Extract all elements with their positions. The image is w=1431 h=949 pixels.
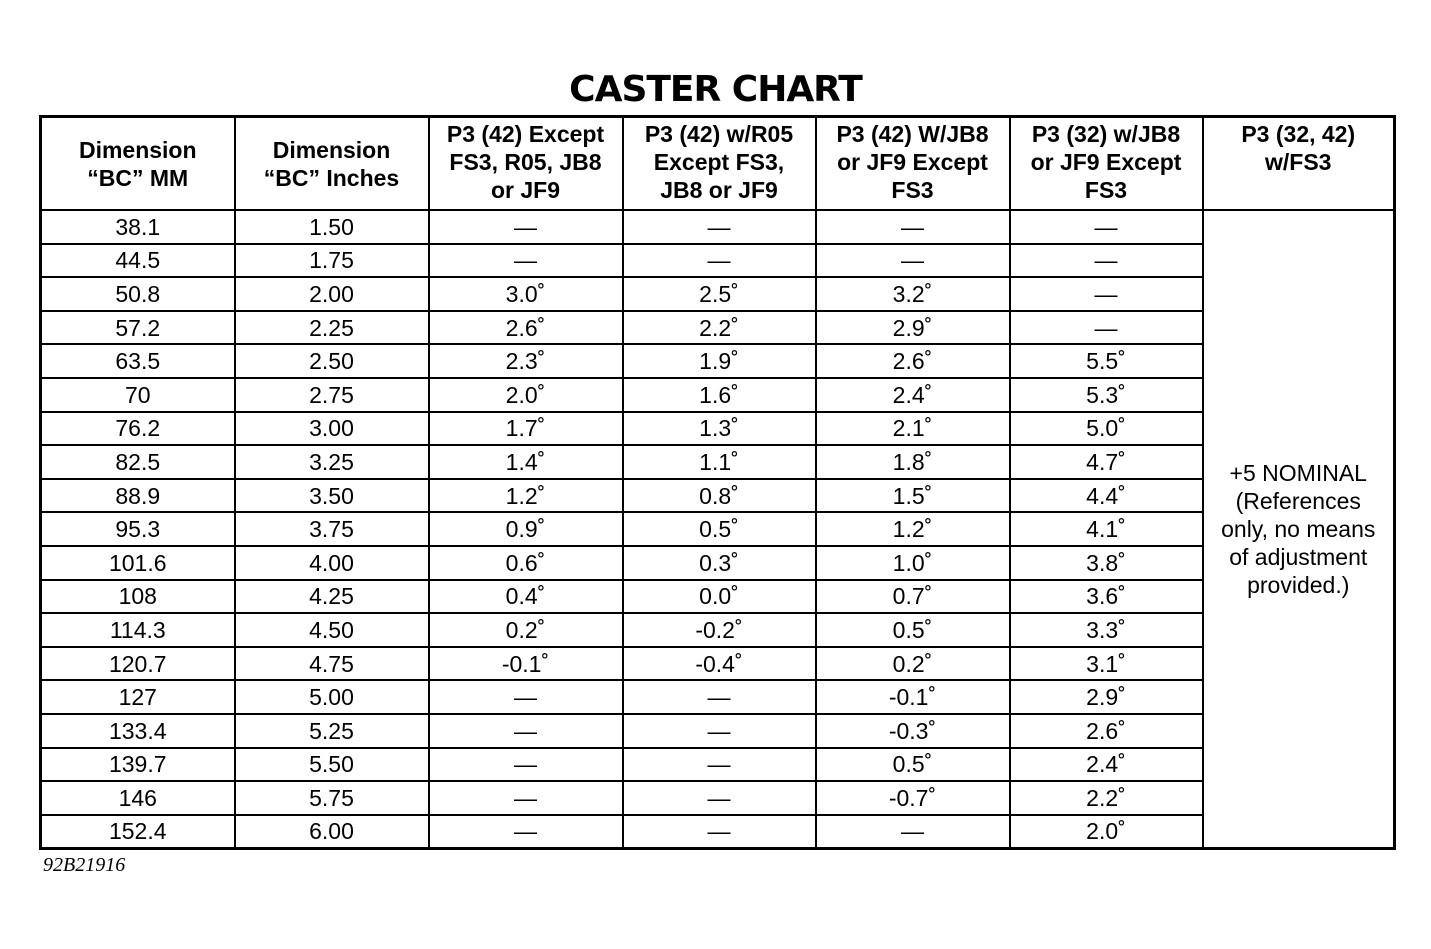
cell-p3-42-r05: 2.5˚ — [623, 277, 816, 311]
header-p3-fs3 — [1203, 117, 1395, 211]
cell-p3-42-r05: -0.4˚ — [623, 647, 816, 681]
cell-p3-42-except: 2.0˚ — [429, 378, 623, 412]
table-row — [41, 781, 1395, 815]
cell-inches: 5.00 — [235, 680, 429, 714]
cell-p3-42-jb8: 1.0˚ — [816, 546, 1010, 580]
header-dimension-inches — [235, 117, 429, 211]
table-row — [41, 445, 1395, 479]
cell-inches: 2.75 — [235, 378, 429, 412]
cell-inches: 4.50 — [235, 613, 429, 647]
cell-p3-42-except: 1.7˚ — [429, 412, 623, 446]
table-row — [41, 714, 1395, 748]
header-line: “BC” MM — [87, 164, 189, 191]
header-line: or JF9 — [490, 177, 561, 203]
header-line: Dimension — [272, 136, 391, 163]
table-row — [41, 680, 1395, 714]
header-line: P3 (42) W/JB8 — [836, 121, 989, 147]
cell-p3-42-jb8: 2.4˚ — [816, 378, 1010, 412]
header-p3-42-r05 — [623, 117, 816, 211]
cell-inches: 3.50 — [235, 479, 429, 513]
cell-p3-42-except: 2.3˚ — [429, 344, 623, 378]
cell-p3-32-jb8: 2.9˚ — [1010, 680, 1203, 714]
cell-p3-42-jb8: 2.9˚ — [816, 311, 1010, 345]
table-row — [41, 412, 1395, 446]
cell-p3-42-except: 1.4˚ — [429, 445, 623, 479]
cell-p3-42-jb8: -0.7˚ — [816, 781, 1010, 815]
cell-p3-42-r05: — — [623, 680, 816, 714]
fs3-nominal-note — [1203, 210, 1395, 849]
cell-p3-42-r05: 0.5˚ — [623, 512, 816, 546]
cell-mm: 114.3 — [41, 613, 235, 647]
header-line: FS3, R05, JB8 — [449, 149, 602, 175]
header-line: FS3 — [1084, 177, 1128, 203]
cell-p3-42-r05: 1.1˚ — [623, 445, 816, 479]
cell-p3-42-except: — — [429, 748, 623, 782]
cell-mm: 101.6 — [41, 546, 235, 580]
header-line: P3 (32, 42) — [1241, 121, 1356, 147]
cell-inches: 1.75 — [235, 244, 429, 278]
cell-inches: 5.50 — [235, 748, 429, 782]
cell-p3-42-r05: — — [623, 210, 816, 244]
cell-inches: 5.25 — [235, 714, 429, 748]
cell-p3-42-except: -0.1˚ — [429, 647, 623, 681]
cell-p3-42-r05: 2.2˚ — [623, 311, 816, 345]
cell-mm: 50.8 — [41, 277, 235, 311]
cell-p3-42-jb8: 0.5˚ — [816, 613, 1010, 647]
cell-p3-32-jb8: 2.0˚ — [1010, 815, 1203, 849]
table-row — [41, 580, 1395, 614]
cell-p3-42-except: — — [429, 680, 623, 714]
table-row — [41, 479, 1395, 513]
cell-p3-42-except: — — [429, 781, 623, 815]
cell-inches: 4.25 — [235, 580, 429, 614]
cell-inches: 3.75 — [235, 512, 429, 546]
note-line: (References — [1235, 488, 1361, 515]
header-line: Except FS3, — [653, 149, 785, 175]
cell-p3-42-jb8: 3.2˚ — [816, 277, 1010, 311]
cell-p3-32-jb8: 3.1˚ — [1010, 647, 1203, 681]
cell-p3-32-jb8: 5.5˚ — [1010, 344, 1203, 378]
cell-p3-42-r05: — — [623, 244, 816, 278]
cell-p3-42-jb8: — — [816, 815, 1010, 849]
table-row — [41, 512, 1395, 546]
cell-inches: 4.00 — [235, 546, 429, 580]
cell-p3-42-except: — — [429, 815, 623, 849]
cell-p3-32-jb8: 3.3˚ — [1010, 613, 1203, 647]
cell-p3-32-jb8: 4.4˚ — [1010, 479, 1203, 513]
table-row — [41, 748, 1395, 782]
cell-inches: 3.25 — [235, 445, 429, 479]
header-line: or JF9 Except — [1030, 149, 1182, 175]
cell-inches: 2.00 — [235, 277, 429, 311]
cell-mm: 82.5 — [41, 445, 235, 479]
cell-inches: 1.50 — [235, 210, 429, 244]
cell-p3-42-jb8: -0.1˚ — [816, 680, 1010, 714]
cell-mm: 95.3 — [41, 512, 235, 546]
header-line: w/FS3 — [1265, 149, 1332, 175]
cell-p3-42-r05: — — [623, 815, 816, 849]
cell-p3-42-except: 0.9˚ — [429, 512, 623, 546]
table-body — [41, 210, 1395, 849]
cell-p3-42-except: 2.6˚ — [429, 311, 623, 345]
cell-p3-42-except: 1.2˚ — [429, 479, 623, 513]
cell-p3-32-jb8: 4.7˚ — [1010, 445, 1203, 479]
cell-inches: 4.75 — [235, 647, 429, 681]
cell-mm: 88.9 — [41, 479, 235, 513]
header-line: JB8 or JF9 — [660, 177, 778, 203]
header-line: “BC” Inches — [263, 164, 400, 191]
table-row — [41, 647, 1395, 681]
header-line: P3 (42) Except — [446, 121, 605, 147]
header-row — [41, 117, 1395, 211]
cell-p3-32-jb8: — — [1010, 210, 1203, 244]
cell-p3-42-jb8: 0.2˚ — [816, 647, 1010, 681]
cell-p3-42-r05: — — [623, 714, 816, 748]
note-line: +5 NOMINAL — [1229, 460, 1367, 487]
cell-p3-42-r05: 1.9˚ — [623, 344, 816, 378]
cell-p3-42-r05: 0.0˚ — [623, 580, 816, 614]
note-line: of adjustment — [1229, 544, 1368, 571]
cell-p3-42-r05: 0.3˚ — [623, 546, 816, 580]
cell-mm: 70 — [41, 378, 235, 412]
cell-mm: 146 — [41, 781, 235, 815]
table-row — [41, 815, 1395, 849]
table-row — [41, 277, 1395, 311]
cell-p3-42-jb8: 1.8˚ — [816, 445, 1010, 479]
header-p3-42-jb8 — [816, 117, 1010, 211]
cell-p3-42-r05: — — [623, 748, 816, 782]
cell-p3-32-jb8: 4.1˚ — [1010, 512, 1203, 546]
cell-mm: 76.2 — [41, 412, 235, 446]
cell-p3-42-r05: -0.2˚ — [623, 613, 816, 647]
cell-p3-42-except: — — [429, 210, 623, 244]
table-row — [41, 311, 1395, 345]
cell-p3-42-jb8: 1.5˚ — [816, 479, 1010, 513]
cell-p3-42-jb8: 2.6˚ — [816, 344, 1010, 378]
cell-p3-42-except: 0.4˚ — [429, 580, 623, 614]
cell-mm: 133.4 — [41, 714, 235, 748]
table-row — [41, 378, 1395, 412]
header-p3-42-except — [429, 117, 623, 211]
table-row — [41, 613, 1395, 647]
cell-p3-42-r05: — — [623, 781, 816, 815]
caster-table — [39, 115, 1396, 850]
cell-p3-42-jb8: — — [816, 210, 1010, 244]
cell-p3-42-r05: 0.8˚ — [623, 479, 816, 513]
cell-p3-42-except: — — [429, 714, 623, 748]
cell-p3-42-except: — — [429, 244, 623, 278]
cell-p3-32-jb8: — — [1010, 277, 1203, 311]
cell-p3-42-jb8: 0.5˚ — [816, 748, 1010, 782]
header-line: P3 (32) w/JB8 — [1031, 121, 1181, 147]
cell-p3-32-jb8: 5.0˚ — [1010, 412, 1203, 446]
cell-p3-42-jb8: 2.1˚ — [816, 412, 1010, 446]
cell-mm: 63.5 — [41, 344, 235, 378]
cell-mm: 38.1 — [41, 210, 235, 244]
cell-inches: 2.25 — [235, 311, 429, 345]
cell-mm: 139.7 — [41, 748, 235, 782]
cell-p3-42-jb8: -0.3˚ — [816, 714, 1010, 748]
cell-p3-32-jb8: 2.4˚ — [1010, 748, 1203, 782]
cell-p3-42-r05: 1.3˚ — [623, 412, 816, 446]
cell-p3-42-except: 0.6˚ — [429, 546, 623, 580]
cell-inches: 5.75 — [235, 781, 429, 815]
table-row — [41, 210, 1395, 244]
cell-mm: 57.2 — [41, 311, 235, 345]
cell-p3-32-jb8: — — [1010, 244, 1203, 278]
cell-p3-32-jb8: — — [1010, 311, 1203, 345]
cell-inches: 2.50 — [235, 344, 429, 378]
cell-p3-42-except: 3.0˚ — [429, 277, 623, 311]
header-dimension-mm — [41, 117, 235, 211]
note-line: provided.) — [1247, 572, 1350, 599]
note-line: only, no means — [1221, 516, 1376, 543]
cell-mm: 120.7 — [41, 647, 235, 681]
header-line: FS3 — [891, 177, 934, 203]
header-line: Dimension — [78, 136, 197, 163]
cell-p3-42-jb8: 0.7˚ — [816, 580, 1010, 614]
table-row — [41, 244, 1395, 278]
chart-title: CASTER CHART — [569, 69, 862, 110]
figure-code: 92B21916 — [43, 854, 126, 876]
cell-inches: 6.00 — [235, 815, 429, 849]
cell-p3-42-jb8: 1.2˚ — [816, 512, 1010, 546]
cell-inches: 3.00 — [235, 412, 429, 446]
header-line: or JF9 Except — [837, 149, 988, 175]
cell-p3-32-jb8: 3.6˚ — [1010, 580, 1203, 614]
cell-p3-32-jb8: 2.2˚ — [1010, 781, 1203, 815]
cell-p3-32-jb8: 2.6˚ — [1010, 714, 1203, 748]
cell-p3-42-jb8: — — [816, 244, 1010, 278]
cell-p3-32-jb8: 3.8˚ — [1010, 546, 1203, 580]
cell-p3-32-jb8: 5.3˚ — [1010, 378, 1203, 412]
header-line: P3 (42) w/R05 — [644, 121, 794, 147]
cell-p3-42-r05: 1.6˚ — [623, 378, 816, 412]
cell-mm: 44.5 — [41, 244, 235, 278]
table-row — [41, 344, 1395, 378]
cell-p3-42-except: 0.2˚ — [429, 613, 623, 647]
cell-mm: 152.4 — [41, 815, 235, 849]
table-row — [41, 546, 1395, 580]
cell-mm: 108 — [41, 580, 235, 614]
cell-mm: 127 — [41, 680, 235, 714]
header-p3-32-jb8 — [1010, 117, 1203, 211]
